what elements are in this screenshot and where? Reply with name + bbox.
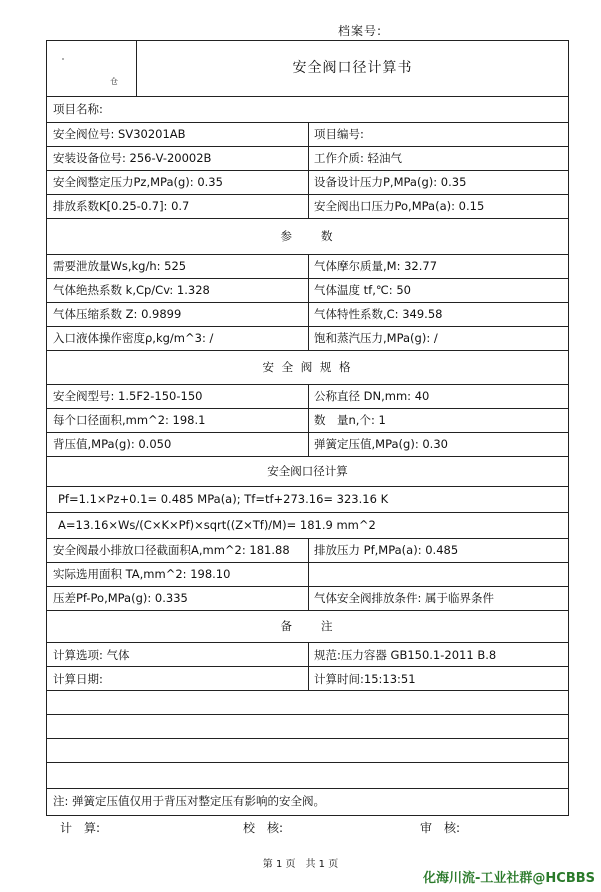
liquid-density: 入口液体操作密度ρ,kg/m^3: / — [53, 331, 214, 345]
row-divider — [46, 512, 569, 513]
column-divider — [308, 254, 309, 350]
molar-mass: 气体摩尔质量,M: 32.77 — [314, 259, 438, 273]
remarks-heading: 备 注 — [280, 619, 335, 633]
row-divider — [46, 350, 569, 351]
outlet-pressure: 安全阀出口压力Po,MPa(a): 0.15 — [314, 199, 485, 213]
actual-area: 实际选用面积 TA,mm^2: 198.10 — [53, 567, 231, 581]
row-divider — [46, 738, 569, 739]
calculation-time: 计算时间:15:13:51 — [314, 672, 416, 686]
valve-tag: 安全阀位号: SV30201AB — [53, 127, 186, 141]
orifice-area: 每个口径面积,mm^2: 198.1 — [53, 413, 206, 427]
row-divider — [46, 610, 569, 611]
footnote: 注: 弹簧定压值仅用于背压对整定压有影响的安全阀。 — [53, 794, 326, 808]
valve-spec-heading: 安 全 阀 规 格 — [262, 360, 353, 374]
formula-area: A=13.16×Ws/(C×K×Pf)×sqrt((Z×Tf)/M)= 181.9 mm^2 — [58, 518, 376, 532]
calculation-date: 计算日期: — [53, 672, 103, 686]
column-divider — [308, 122, 309, 218]
project-name-label: 项目名称: — [53, 102, 103, 116]
calculation-option: 计算选项: 气体 — [53, 648, 130, 662]
column-divider — [308, 538, 309, 610]
archive-number-label: 档案号: — [338, 24, 383, 38]
row-divider — [46, 762, 569, 763]
row-divider — [46, 456, 569, 457]
checker-signature: 校 核: — [243, 821, 284, 835]
equipment-tag: 安装设备位号: 256-V-20002B — [53, 151, 212, 165]
design-pressure: 设备设计压力P,MPa(g): 0.35 — [314, 175, 467, 189]
valve-model: 安全阀型号: 1.5F2-150-150 — [53, 389, 203, 403]
row-divider — [46, 218, 569, 219]
column-divider — [308, 642, 309, 690]
row-divider — [46, 486, 569, 487]
adiabatic-coefficient: 气体绝热系数 k,Cp/Cv: 1.328 — [53, 283, 210, 297]
set-pressure: 安全阀整定压力Pz,MPa(g): 0.35 — [53, 175, 223, 189]
discharge-coefficient: 排放系数K[0.25-0.7]: 0.7 — [53, 199, 190, 213]
page-number: 第 1 页 共 1 页 — [262, 859, 339, 870]
row-divider — [46, 788, 569, 789]
item-number-label: 项目编号: — [314, 127, 364, 141]
row-divider — [46, 96, 569, 97]
calculation-heading: 安全阀口径计算 — [267, 464, 348, 478]
brand-watermark: 化海川流-工业社群@HCBBS — [423, 871, 595, 886]
design-standard: 规范:压力容器 GB150.1-2011 B.8 — [314, 648, 497, 662]
pressure-difference: 压差Pf-Po,MPa(g): 0.335 — [53, 591, 188, 605]
column-divider — [308, 384, 309, 456]
page-title: 安全阀口径计算书 — [292, 60, 413, 76]
nominal-diameter: 公称直径 DN,mm: 40 — [314, 389, 430, 403]
reviewer-signature: 审 核: — [420, 821, 461, 835]
gas-temperature: 气体温度 tf,℃: 50 — [314, 283, 411, 297]
characteristic-coefficient: 气体特性系数,C: 349.58 — [314, 307, 443, 321]
quantity: 数 量n,个: 1 — [314, 413, 386, 427]
spring-set-pressure: 弹簧定压值,MPa(g): 0.30 — [314, 437, 448, 451]
compressibility: 气体压缩系数 Z: 0.9899 — [53, 307, 182, 321]
relief-flow: 需要泄放量Ws,kg/h: 525 — [53, 259, 187, 273]
discharge-condition: 气体安全阀排放条件: 属于临界条件 — [314, 591, 495, 605]
row-divider — [46, 714, 569, 715]
row-divider — [46, 690, 569, 691]
relief-pressure: 排放压力 Pf,MPa(a): 0.485 — [314, 543, 459, 557]
working-medium: 工作介质: 轻油气 — [314, 151, 403, 165]
minimum-area: 安全阀最小排放口径截面积A,mm^2: 181.88 — [53, 543, 290, 557]
parameters-heading: 参 数 — [280, 229, 335, 243]
saturated-pressure: 饱和蒸汽压力,MPa(g): / — [314, 331, 438, 345]
formula-pf-tf: Pf=1.1×Pz+0.1= 0.485 MPa(a); Tf=tf+273.16= 323.16 K — [58, 492, 389, 506]
logo-text: 仓 — [110, 77, 118, 86]
calculator-signature: 计 算: — [60, 821, 101, 835]
back-pressure: 背压值,MPa(g): 0.050 — [53, 437, 172, 451]
company-logo-icon — [60, 56, 66, 62]
